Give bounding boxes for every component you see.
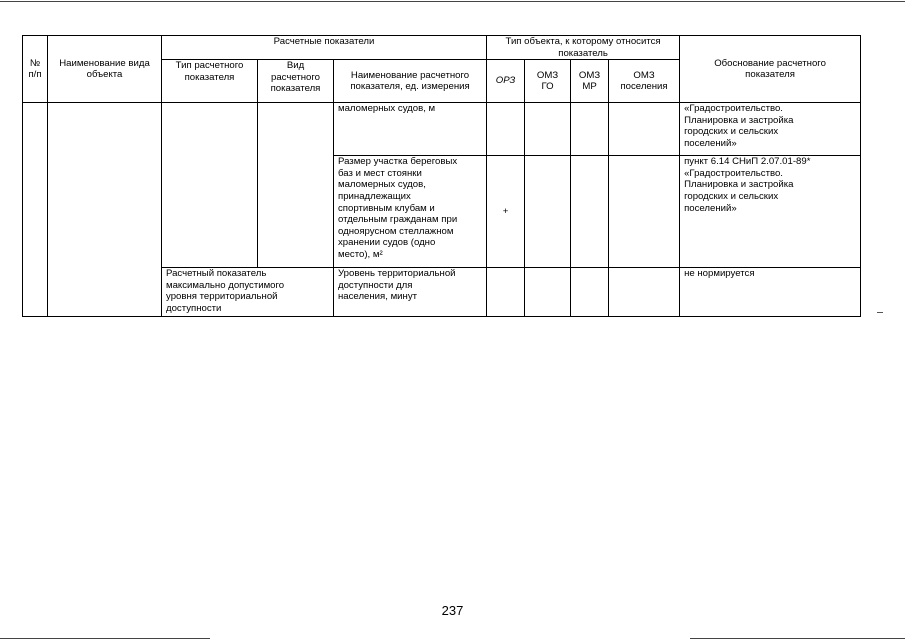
cell-object-type xyxy=(48,103,162,317)
cell-omz-mr xyxy=(571,156,609,268)
cell-indicator-name: маломерных судов, м xyxy=(334,103,487,156)
cell-indicator-name: Уровень территориальной доступности для населения, минут xyxy=(334,268,487,317)
cell-indicator-type-merged: Расчетный показатель максимально допустимого уровня территориальной доступности xyxy=(162,268,334,317)
header-number: № п/п xyxy=(23,36,48,103)
header-calc-indicators: Расчетные показатели xyxy=(162,36,487,60)
header-object-kind: Тип объекта, к которому относится показатель xyxy=(487,36,680,60)
cell-orz xyxy=(487,268,525,317)
bottom-rule-left xyxy=(0,638,210,639)
header-object-type: Наименование вида объекта xyxy=(48,36,162,103)
cell-omz-settlement xyxy=(609,268,680,317)
table-row xyxy=(23,103,861,156)
cell-orz xyxy=(487,103,525,156)
cell-basis: пункт 6.14 СНиП 2.07.01-89* «Градостроительство. Планировка и застройка городских и сельских поселений» xyxy=(680,156,861,268)
page-number: 237 xyxy=(441,603,464,618)
cell-omz-go xyxy=(525,103,571,156)
header-omz-settlement: ОМЗ поселения xyxy=(609,60,680,103)
cell-omz-settlement xyxy=(609,103,680,156)
cell-indicator-name: Размер участка береговых баз и мест стоянки маломерных судов, принадлежащих спортивным клубам и отдельным гражданам при одноярусном стеллажном хранении судов (одно место), м² xyxy=(334,156,487,268)
cell-orz: + xyxy=(487,156,525,268)
cell-omz-mr xyxy=(571,268,609,317)
cell-indicator-kind xyxy=(258,103,334,268)
margin-tick xyxy=(877,312,883,313)
cell-omz-settlement xyxy=(609,156,680,268)
bottom-rule-right xyxy=(690,638,905,639)
indicators-table xyxy=(22,35,861,317)
header-orz: ОРЗ xyxy=(487,60,525,103)
header-basis: Обоснование расчетного показателя xyxy=(680,36,861,103)
cell-basis: «Градостроительство. Планировка и застройка городских и сельских поселений» xyxy=(680,103,861,156)
cell-number xyxy=(23,103,48,317)
cell-omz-go xyxy=(525,268,571,317)
header-omz-mr: ОМЗ МР xyxy=(571,60,609,103)
cell-omz-go xyxy=(525,156,571,268)
cell-omz-mr xyxy=(571,103,609,156)
header-indicator-name: Наименование расчетного показателя, ед. измерения xyxy=(334,60,487,103)
header-indicator-kind: Вид расчетного показателя xyxy=(258,60,334,103)
cell-indicator-type xyxy=(162,103,258,268)
header-indicator-type: Тип расчетного показателя xyxy=(162,60,258,103)
top-rule xyxy=(0,1,905,2)
header-omz-go: ОМЗ ГО xyxy=(525,60,571,103)
cell-basis: не нормируется xyxy=(680,268,861,317)
